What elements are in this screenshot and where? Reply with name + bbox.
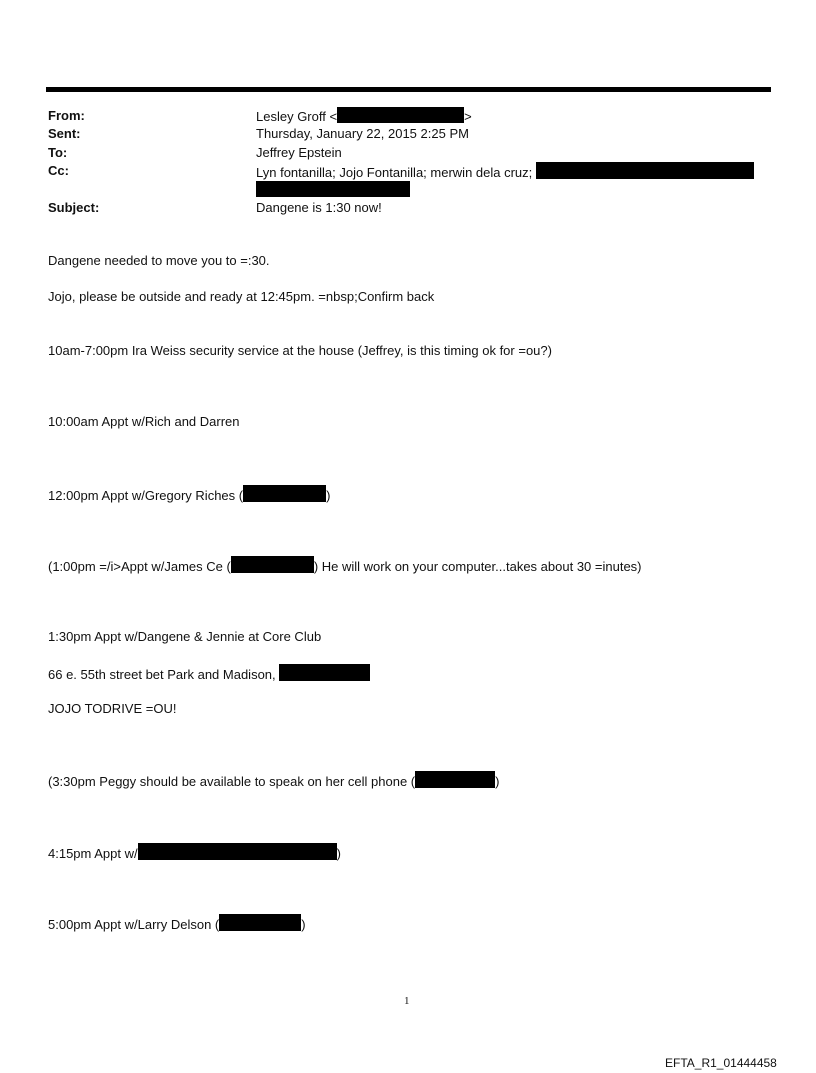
cc-label: Cc: [48,163,69,178]
appt-text: 5:00pm Appt w/Larry Delson ( [48,917,220,932]
redaction-block [256,181,410,197]
to-value: Jeffrey Epstein [256,145,342,160]
appt-text: ) [336,846,341,861]
body-line: 1:30pm Appt w/Dangene & Jennie at Core Club [48,629,322,644]
sent-value: Thursday, January 22, 2015 2:25 PM [256,126,469,141]
from-name: Lesley Groff [256,109,326,124]
cc-text: Lyn fontanilla; Jojo Fontanilla; merwin dela cruz; [256,165,533,180]
appt-text: 12:00pm Appt w/Gregory Riches ( [48,488,244,503]
sent-label: Sent: [48,126,81,141]
cc-value [256,162,754,182]
subject-label: Subject: [48,200,100,215]
to-label: To: [48,145,68,160]
body-line: Dangene needed to move you to =:30. [48,253,270,268]
redaction-block [138,843,337,860]
redaction-block [243,485,326,502]
address-text: 66 e. 55th street bet Park and Madison, [48,667,276,682]
appt-text: (3:30pm Peggy should be available to speak on her cell phone ( [48,774,416,789]
appt-text: ) [495,774,500,789]
body-line [48,664,370,684]
redaction-block [337,107,464,123]
appt-text: ) [326,488,331,503]
redaction-block [231,556,314,573]
appt-text: (1:00pm =/i>Appt w/James Ce ( [48,559,231,574]
header-rule [46,87,771,92]
redaction-block [219,914,301,931]
redaction-block [536,162,754,179]
body-line [48,771,499,791]
body-line: Jojo, please be outside and ready at 12:45pm. =nbsp;Confirm back [48,289,435,304]
body-line [48,485,330,505]
subject-value: Dangene is 1:30 now! [256,200,382,215]
from-open: < [329,109,338,124]
from-label: From: [48,108,85,123]
body-line: 10:00am Appt w/Rich and Darren [48,414,240,429]
body-line [48,556,642,576]
page-number: 1 [404,995,410,1007]
from-close: > [464,109,472,124]
appt-text: 4:15pm Appt w/ [48,846,138,861]
body-line [48,914,306,934]
redaction-block [279,664,370,681]
appt-text: ) He will work on your computer...takes about 30 =inutes) [313,559,642,574]
body-line: 10am-7:00pm Ira Weiss security service at the house (Jeffrey, is this timing ok for =ou?) [48,343,552,358]
body-line: JOJO TODRIVE =OU! [48,701,177,716]
body-line [48,843,341,863]
from-value [256,107,472,126]
appt-text: ) [301,917,306,932]
redaction-block [415,771,495,788]
bates-number: EFTA_R1_01444458 [665,1056,777,1070]
